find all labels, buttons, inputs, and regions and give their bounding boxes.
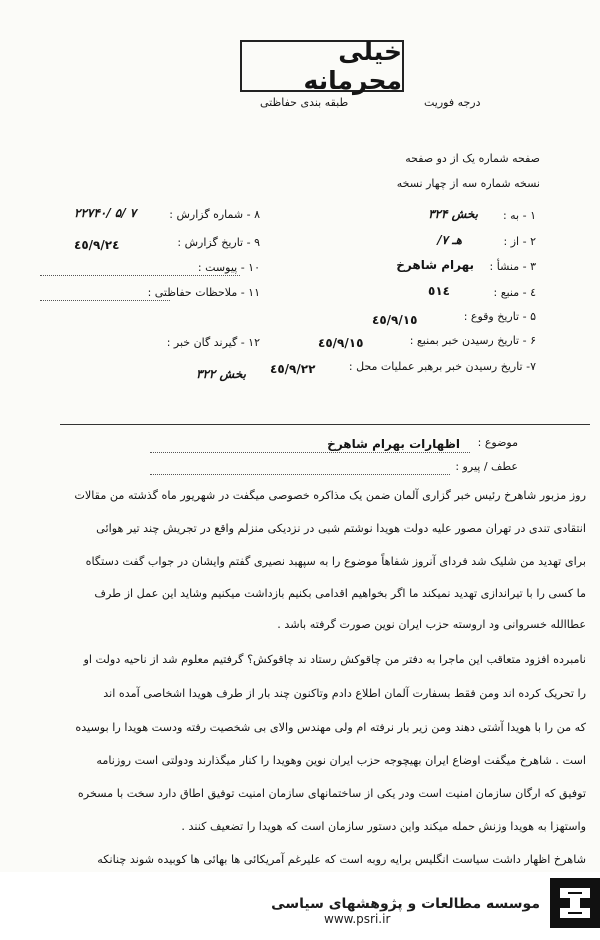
body-line: روز مزبور شاهرخ رئیس خبر گزاری آلمان ضمن یک مذاکره خصوصی میگفت در شهریور ماه گذشته من مقالات [74,489,586,502]
subject-label: موضوع : [477,436,518,449]
section-divider [60,424,590,425]
page-number-line: صفحه شماره یک از دو صفحه [405,152,540,165]
classification-label: طبقه بندی حفاظتی [260,96,349,109]
field-from-label: ۲ - از : [503,235,536,248]
body-line: است . شاهرخ میگفت اوضاع ایران بهیچوجه حزب ایران نوین وهویدا را کنار میگذارند ودولتی است روزنامه [96,754,586,767]
field-source-receipt-value: ٤٥/٩/١٥ [318,336,364,350]
body-line: شاهرخ اظهار داشت سیاست انگلیس برایه روبه است که علیرغم آمریکائی ها بهائی ها کوبیده شوند چنانکه [97,853,586,866]
psri-logo-icon [550,878,600,928]
field-attachment-label: ۱۰ - پیوست : [197,261,260,274]
field-origin-value: بهرام شاهرخ [396,258,474,272]
field-report-number-value: ۲۲۷۴۰/ ۵/ ۷ [74,206,137,220]
body-line: عطاالله خسروانی ود اروسته حزب ایران نوین صورت گرفته باشد . [277,618,586,631]
copy-number-line: نسخه شماره سه از چهار نسخه [396,177,540,190]
urgency-label: درجه فوریت [424,96,481,109]
body-line: را تحریک کرده اند ومن فقط بسفارت آلمان اطلاع دادم وتاکنون چند بار از طرف هویدا اشخاصی آمده اند [103,687,586,700]
field-report-number-label: ۸ - شماره گزارش : [169,208,260,221]
footer-institute-name: موسسه مطالعات و پژوهشهای سیاسی [271,896,540,912]
field-operations-receipt-value: ٤٥/٩/٢٢ [270,362,316,376]
body-line: واستهزا به هویدا وزنش حمله میکند واین دستور سازمان است که هویدا را تضعیف کنند . [181,820,586,833]
subject-value: اظهارات بهرام شاهرخ [327,437,460,451]
field-security-notes-label: ۱۱ - ملاحظات حفاظتی : [147,286,260,299]
classification-stamp: خیلی محرمانه [240,40,404,92]
body-line: توفیق که ارگان سازمان امنیت است ودر یکی از ساختمانهای سازمان امنیت توفیق اطاق دارد سخت با مسخره [77,787,586,800]
field-report-date-label: ۹ - تاریخ گزارش : [177,236,260,249]
body-line: نامبرده افزود متعاقب این ماجرا به دفتر من چاقوکش رستاد ند چاقوکش؟ گرفتیم معلوم شد از ناحیه دولت او [83,653,586,666]
reference-line [150,474,450,475]
field-event-date-label: ۵ - تاریخ وقوع : [463,310,536,323]
field-to-label: ۱ - به : [502,209,536,222]
reference-label: عطف / پیرو : [455,460,518,473]
field-attachment-line [40,275,240,276]
field-event-date-value: ٤٥/٩/١٥ [372,313,418,327]
field-origin-label: ۳ - منشأ : [489,260,536,273]
field-from-value: هـ ۷/ [437,233,462,247]
field-report-date-value: ٤٥/٩/٢٤ [74,238,120,252]
body-line: ما کسی را با تیراندازی تهدید نمیکند ما اگر بخواهیم اقدامی بکنیم بازداشت میکنیم وشاید این عمل از طرف [94,587,586,600]
field-security-notes-line [40,300,170,301]
field-recipients-value: بخش ۳۲۲ [196,367,246,381]
field-source-receipt-label: ۶ - تاریخ رسیدن خبر بمنبع : [409,334,536,347]
body-line: که من را با هویدا آشتی دهند ومن زیر بار نرفته ام ولی مهندس والای بی شخصیت رفته ودست هویدا را بوسیده [75,721,586,734]
field-source-label: ٤ - منبع : [493,286,536,299]
field-to-value: بخش ۳۲۴ [428,207,478,221]
footer-website[interactable]: www.psri.ir [324,912,391,926]
field-operations-receipt-label: ۷- تاریخ رسیدن خبر برهبر عملیات محل : [348,360,536,373]
subject-line [150,452,470,453]
body-line: انتقادی تندی در تهران مصور علیه دولت هویدا نوشتم شبی در نزدیکی منزلم واقع در تجریش چند تیر هوائی [96,522,586,535]
field-recipients-label: ۱۲ - گیرند گان خبر : [166,336,260,349]
field-source-value: ٥١٤ [428,284,450,298]
body-line: برای تهدید من شلیک شد فردای آنروز شفاهاً موضوع را به سپهبد نصیری گفتم وایشان در جواب گفت دستگاه [85,555,586,568]
